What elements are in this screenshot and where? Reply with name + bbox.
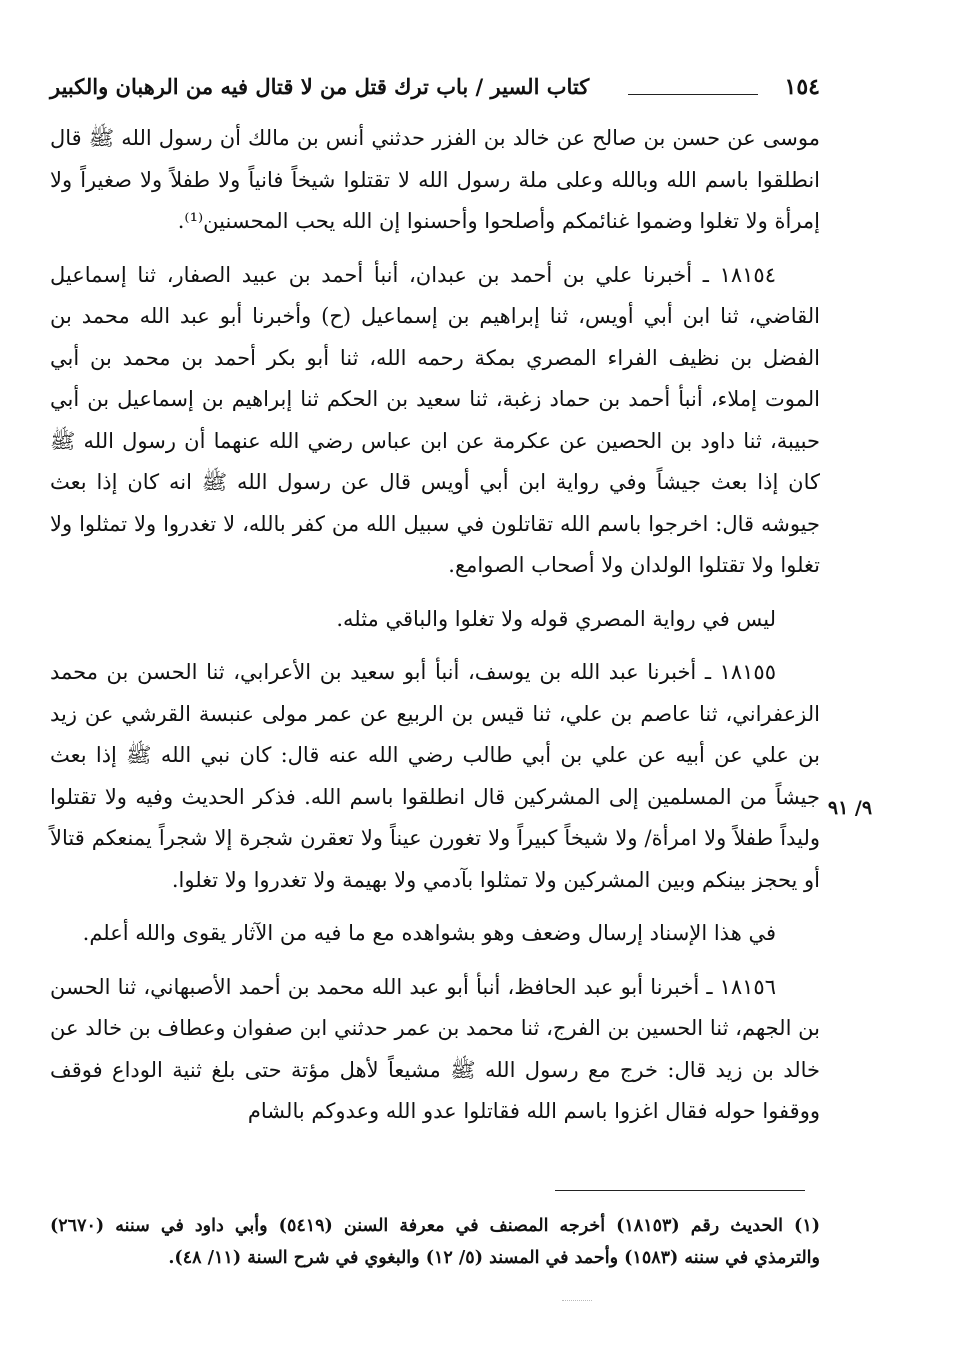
- hadith-18156: ١٨١٥٦ ـ أخبرنا أبو عبد الحافظ، أنبأ أبو عبد الله محمد بن أحمد الأصبهاني، ثنا الحسن بن الجهم، ثنا الحسين بن الفرج، ثنا محمد بن عمر حدثني ابن صفوان وعطاف بن خالد عن خالد بن زيد قال: خرج مع رسول الله ﷺ مشيعاً لأهل مؤتة حتى بلغ ثنية الوداع فوقف ووقفوا حوله فقال اغزوا باسم الله فقاتلوا عدو الله وعدوكم بالشام: [50, 974, 820, 1123]
- chain-comment: في هذا الإسناد إرسال وضعف وهو بشواهده مع ما فيه من الآثار يقوى والله أعلم.: [82, 921, 776, 945]
- main-text: [50, 118, 820, 1133]
- page-header: [50, 68, 820, 108]
- manuscript-folio-marker: ٩/ ٩١: [827, 797, 873, 819]
- paragraph-continuation: موسى عن حسن بن صالح عن خالد بن الفزر حدثني أنس بن مالك أن رسول الله ﷺ قال انطلقوا باسم الله وبالله وعلى ملة رسول الله لا تقتلوا شيخاً فانياً ولا طفلاً ولا صغيراً ولا إمرأة ولا تغلوا وضموا غنائمكم وأصلحوا وأحسنوا إن الله يحب المحسنين⁽¹⁾.: [50, 126, 820, 233]
- footnotes: [50, 1210, 820, 1274]
- footnote-separator: [555, 1190, 805, 1191]
- note-egyptian-narration: ليس في رواية المصري قوله ولا تغلوا والباقي مثله.: [336, 606, 776, 631]
- footnote-1: (١) الحديث رقم (١٨١٥٣) أخرجه المصنف في معرفة السنن (٥٤١٩) وأبي داود في سننه (٢٦٧٠) والترمذي في سننه (١٥٨٣) وأحمد في المسند (٥/ ١٢) والبغوي في شرح السنة (١١/ ٤٨).: [50, 1216, 820, 1268]
- hadith-18154: ١٨١٥٤ ـ أخبرنا علي بن أحمد بن عبدان، أنبأ أحمد بن عبيد الصفار، ثنا إسماعيل القاضي، ثنا ابن أبي أويس، ثنا إبراهيم بن إسماعيل (ح) وأخبرنا أبو عبد الله محمد بن الفضل بن نظيف الفراء المصري بمكة رحمه الله، ثنا أبو بكر أحمد بن محمد بن أبي الموت إملاء، أنبأ أحمد بن حماد زغبة، ثنا سعيد بن الحكم ثنا إبراهيم بن إسماعيل بن أبي حبيبة، ثنا داود بن الحصين عن عكرمة عن ابن عباس رضي الله عنهما أن رسول الله ﷺ كان إذا بعث جيشاً وفي رواية ابن أبي أويس قال عن رسول الله ﷺ انه كان إذا بعث جيوشه قال: اخرجوا باسم الله تقاتلون في سبيل الله من كفر بالله، لا تغدروا ولا تمثلوا ولا تغلوا ولا تقتلوا الولدان ولا أصحاب الصوامع.: [50, 262, 820, 577]
- page-number: ١٥٤: [784, 74, 820, 100]
- hadith-18155: ١٨١٥٥ ـ أخبرنا عبد الله بن يوسف، أنبأ أبو سعيد بن الأعرابي، ثنا الحسن بن محمد الزعفراني، ثنا عاصم بن علي، ثنا قيس بن الربيع عن عمر مولى عنبسة القرشي عن زيد بن علي عن أبيه عن علي بن أبي طالب رضي الله عنه قال: كان نبي الله ﷺ إذا بعث جيشاً من المسلمين إلى المشركين قال انطلقوا باسم الله. فذكر الحديث وفيه ولا تقتلوا وليداً طفلاً ولا امرأة/ ولا شيخاً كبيراً ولا تغورن عيناً ولا تعقرن شجرة إلا شجراً يمنعكم قتالاً أو يحجز بينكم وبين المشركين ولا تمثلوا بآدمي ولا بهيمة ولا تغدروا ولا تغلوا.: [50, 660, 820, 892]
- scan-mark: [562, 1300, 592, 1305]
- header-rule: [628, 94, 758, 95]
- running-title: كتاب السير / باب ترك قتل من لا قتال فيه من الرهبان والكبير: [50, 74, 590, 99]
